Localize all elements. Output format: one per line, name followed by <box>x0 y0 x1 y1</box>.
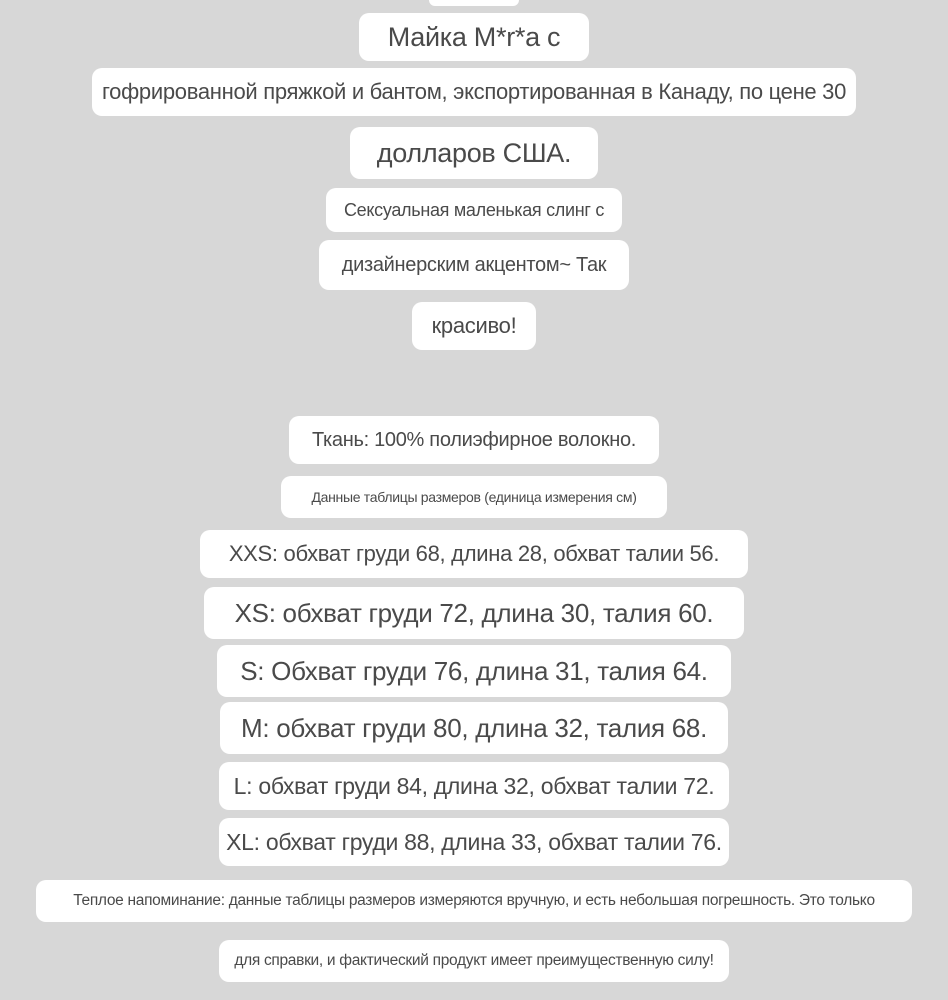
reminder-line-1: Теплое напоминание: данные таблицы размеров измеряются вручную, и есть небольшая погрешность. Это только <box>36 880 912 922</box>
reminder-line-2: для справки, и фактический продукт имеет преимущественную силу! <box>219 940 729 982</box>
size-row-xxs: XXS: обхват груди 68, длина 28, обхват талии 56. <box>200 530 748 578</box>
description-line-3: красиво! <box>412 302 536 350</box>
size-row-l: L: обхват груди 84, длина 32, обхват талии 72. <box>219 762 729 810</box>
size-row-s: S: Обхват груди 76, длина 31, талия 64. <box>217 645 731 697</box>
fabric-info: Ткань: 100% полиэфирное волокно. <box>289 416 659 464</box>
size-row-xl: XL: обхват груди 88, длина 33, обхват талии 76. <box>219 818 729 866</box>
product-title-line-3: долларов США. <box>350 127 598 179</box>
previous-text-bubble-edge <box>429 0 519 6</box>
size-row-xs: XS: обхват груди 72, длина 30, талия 60. <box>204 587 744 639</box>
product-title-line-2: гофрированной пряжкой и бантом, экспортированная в Канаду, по цене 30 <box>92 68 856 116</box>
description-line-1: Сексуальная маленькая слинг с <box>326 188 622 232</box>
size-chart-title: Данные таблицы размеров (единица измерения см) <box>281 476 667 518</box>
product-title-line-1: Майка M*r*a с <box>359 13 589 61</box>
description-line-2: дизайнерским акцентом~ Так <box>319 240 629 290</box>
size-row-m: M: обхват груди 80, длина 32, талия 68. <box>220 702 728 754</box>
